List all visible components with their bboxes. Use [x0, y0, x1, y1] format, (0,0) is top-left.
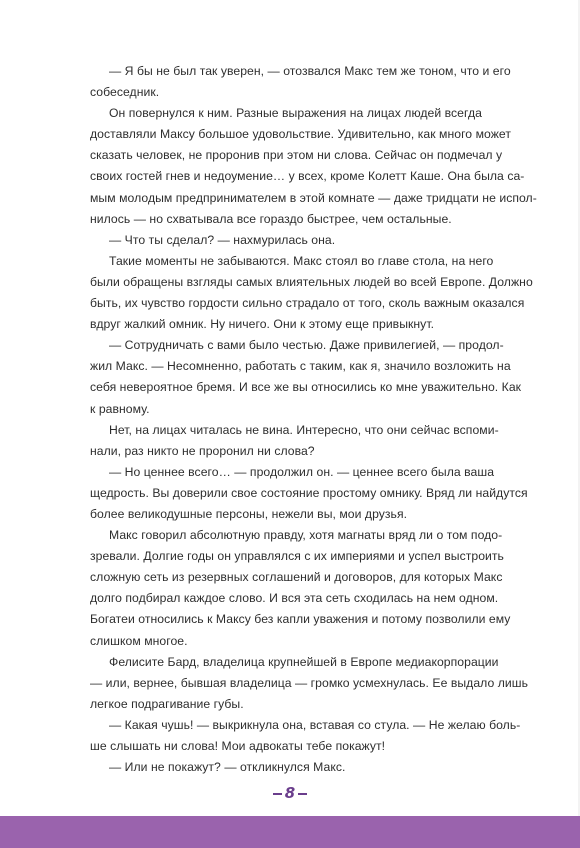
text-line: Нет, на лицах читалась не вина. Интересно, что они сейчас вспоми-: [109, 422, 499, 437]
text-line: — Что ты сделал? — нахмурилась она.: [109, 232, 336, 247]
text-line: были обращены взгляды самых влиятельных людей во всей Европе. Должно: [90, 274, 533, 289]
text-line: нилось — но схватывала все гораздо быстрее, чем остальные.: [90, 211, 452, 226]
text-line: Макс говорил абсолютную правду, хотя магнаты вряд ли о том подо-: [109, 528, 503, 543]
text-line: слишком многое.: [90, 633, 188, 648]
footer-color-bar: [0, 816, 580, 848]
text-line: — Сотрудничать с вами было честью. Даже привилегией, — продол-: [109, 338, 504, 353]
text-line: доставляли Максу большое удовольствие. Удивительно, как много может: [90, 127, 511, 142]
text-line: легкое подрагивание губы.: [90, 696, 244, 711]
text-line: долго подбирал каждое слово. И вся эта сеть сходилась на нем одном.: [90, 591, 499, 606]
text-line: нали, раз никто не проронил ни слова?: [90, 443, 315, 458]
text-line: себя невероятное бремя. И все же вы относились ко мне уважительно. Как: [90, 380, 522, 395]
body-text: [90, 61, 537, 778]
text-line: Он повернулся к ним. Разные выражения на лицах людей всегда: [109, 106, 482, 121]
text-line: — или, вернее, бывшая владелица — громко усмехнулась. Ее выдало лишь: [90, 675, 528, 690]
text-line: ше слышать ни слова! Мои адвокаты тебе покажут!: [90, 739, 386, 753]
page-number-value: 8: [284, 784, 296, 802]
page-number-dash-right: [298, 793, 307, 795]
text-line: мым молодым предпринимателем в этой комнате — даже тридцати не испол-: [90, 190, 537, 205]
text-line: — Какая чушь! — выкрикнула она, вставая со стула. — Не желаю боль-: [109, 717, 521, 732]
text-line: — Или не покажут? — откликнулся Макс.: [109, 760, 346, 775]
text-line: сложную сеть из резервных соглашений и договоров, для которых Макс: [90, 570, 503, 585]
text-line: щедрость. Вы доверили свое состояние простому омнику. Вряд ли найдутся: [90, 485, 528, 500]
text-line: своих гостей гнев и недоумение… у всех, кроме Колетт Каше. Она была са-: [90, 169, 525, 184]
text-line: более великодушные персоны, нежели вы, мои друзья.: [90, 506, 408, 521]
text-line: к равному.: [90, 401, 150, 416]
text-line: вдруг жалкий омник. Ну ничего. Они к этому еще привыкнут.: [90, 317, 435, 332]
text-line: Богатеи относились к Максу без капли уважения и потому позволили ему: [90, 612, 511, 627]
text-line: зревали. Долгие годы он управлялся с их империями и успел выстроить: [90, 549, 504, 564]
page-number: [0, 784, 580, 802]
text-line: жил Макс. — Несомненно, работать с таким, как я, значило возложить на: [90, 359, 511, 374]
text-line: быть, их чувство гордости сильно страдало от того, сколь важным оказался: [90, 296, 525, 311]
text-line: сказать человек, не проронив при этом ни слова. Сейчас он подмечал у: [90, 148, 503, 163]
text-line: — Я бы не был так уверен, — отозвался Макс тем же тоном, что и его: [109, 64, 511, 78]
text-line: Фелисите Бард, владелица крупнейшей в Европе медиакорпорации: [109, 654, 499, 669]
page-number-dash-left: [273, 793, 282, 795]
text-line: Такие моменты не забываются. Макс стоял во главе стола, на него: [109, 253, 494, 268]
text-line: собеседник.: [90, 85, 160, 100]
text-line: — Но ценнее всего… — продолжил он. — ценнее всего была ваша: [109, 464, 495, 479]
